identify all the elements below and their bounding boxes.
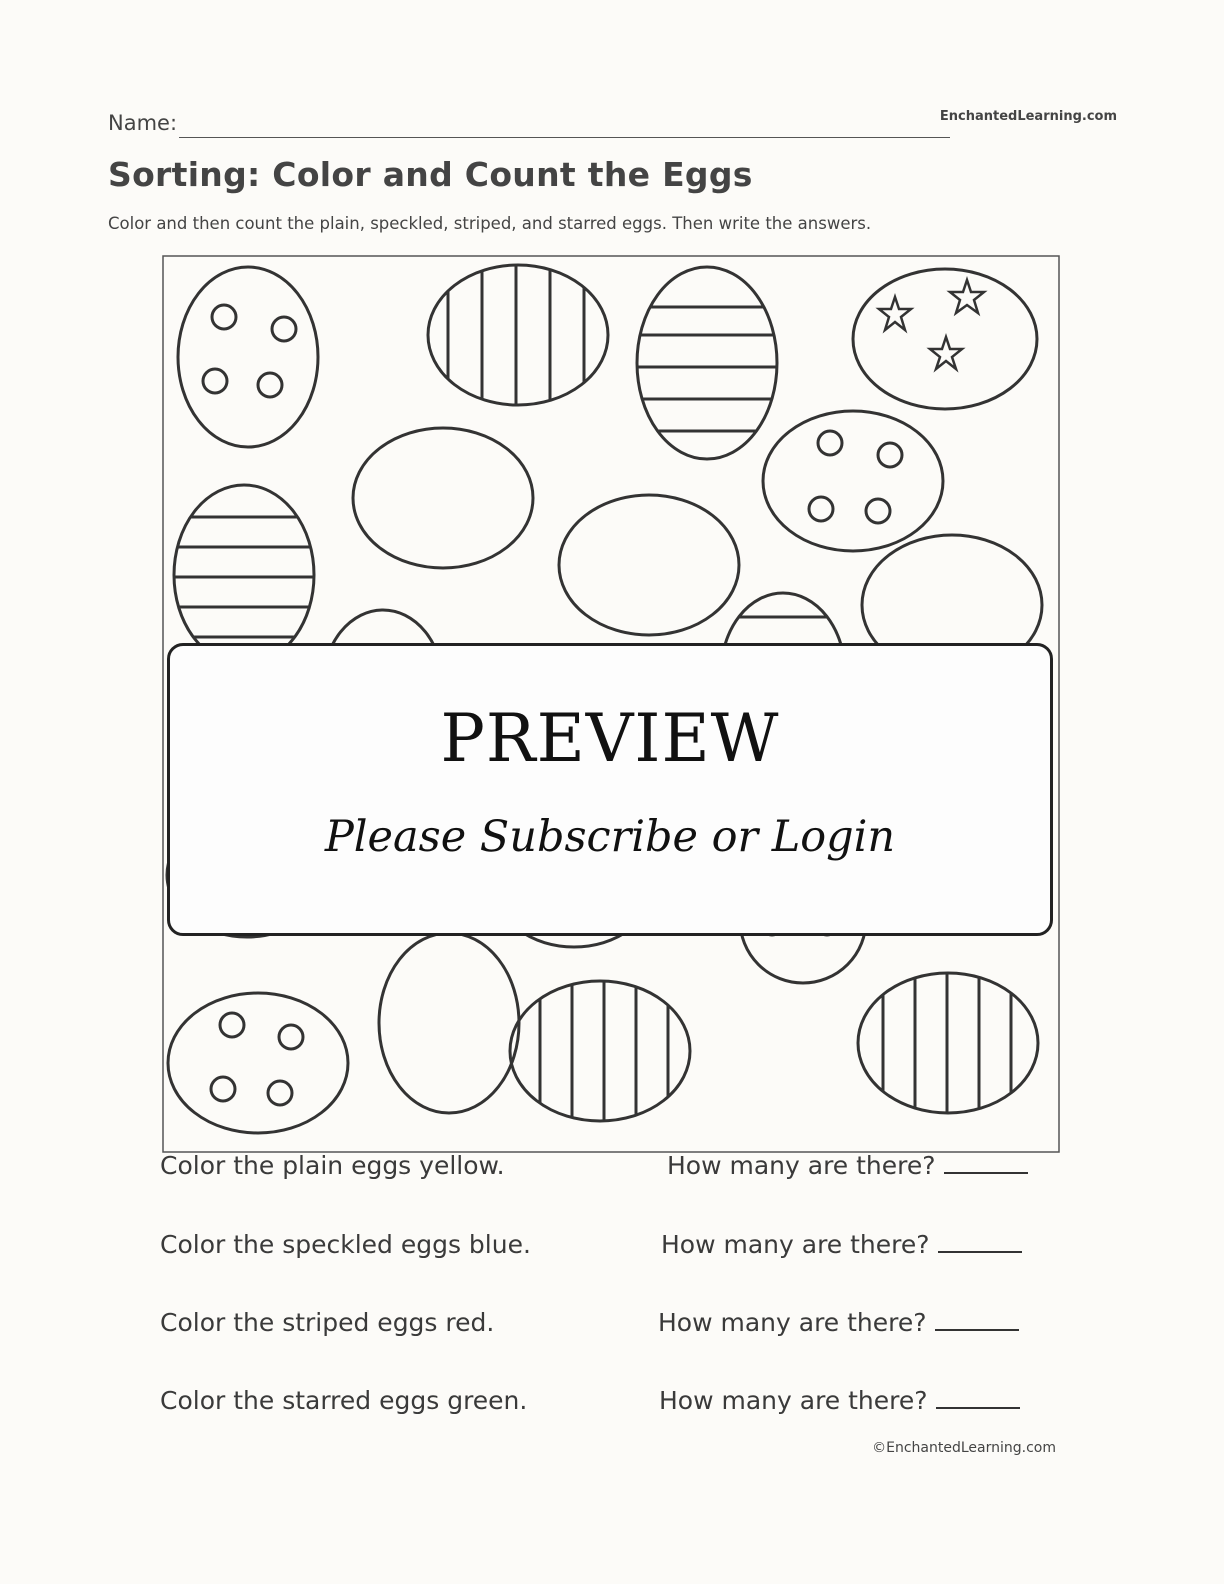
star-icon bbox=[930, 337, 962, 369]
copyright: ©EnchantedLearning.com bbox=[872, 1440, 1056, 1456]
preview-overlay[interactable] bbox=[167, 643, 1053, 936]
speckled-egg bbox=[763, 411, 943, 551]
starred-egg bbox=[853, 269, 1037, 409]
striped-egg bbox=[510, 955, 690, 1153]
striped-egg bbox=[162, 485, 332, 665]
name-label: Name: bbox=[108, 111, 178, 135]
plain-egg bbox=[379, 933, 519, 1113]
question-ask-label: How many are there? bbox=[659, 1386, 928, 1415]
instructions: Color and then count the plain, speckled, striped, and starred eggs. Then write the answers. bbox=[108, 214, 872, 233]
speckled-egg bbox=[168, 993, 348, 1133]
question-ask bbox=[661, 1230, 1022, 1259]
plain-egg bbox=[559, 495, 739, 635]
site-name: EnchantedLearning.com bbox=[939, 109, 1117, 124]
striped-egg bbox=[858, 955, 1038, 1153]
speckled-egg bbox=[178, 267, 318, 447]
question-instruction: Color the plain eggs yellow. bbox=[160, 1151, 505, 1180]
striped-egg bbox=[632, 267, 782, 459]
answer-blank[interactable] bbox=[936, 1387, 1020, 1409]
question-ask-label: How many are there? bbox=[667, 1151, 936, 1180]
striped-egg bbox=[428, 255, 608, 415]
question-ask-label: How many are there? bbox=[658, 1308, 927, 1337]
star-icon bbox=[879, 297, 911, 330]
preview-subtitle[interactable]: Please Subscribe or Login bbox=[324, 812, 896, 862]
preview-title: PREVIEW bbox=[440, 700, 780, 777]
question-ask bbox=[667, 1151, 1028, 1180]
question-ask bbox=[658, 1308, 1019, 1337]
question-ask-label: How many are there? bbox=[661, 1230, 930, 1259]
question-instruction: Color the starred eggs green. bbox=[160, 1386, 528, 1415]
name-line[interactable] bbox=[179, 137, 950, 138]
answer-blank[interactable] bbox=[935, 1309, 1019, 1331]
page-title: Sorting: Color and Count the Eggs bbox=[108, 155, 753, 194]
plain-egg bbox=[353, 428, 533, 568]
question-instruction: Color the speckled eggs blue. bbox=[160, 1230, 531, 1259]
question-instruction: Color the striped eggs red. bbox=[160, 1308, 495, 1337]
question-ask bbox=[659, 1386, 1020, 1415]
answer-blank[interactable] bbox=[938, 1231, 1022, 1253]
answer-blank[interactable] bbox=[944, 1152, 1028, 1174]
star-icon bbox=[950, 280, 984, 313]
